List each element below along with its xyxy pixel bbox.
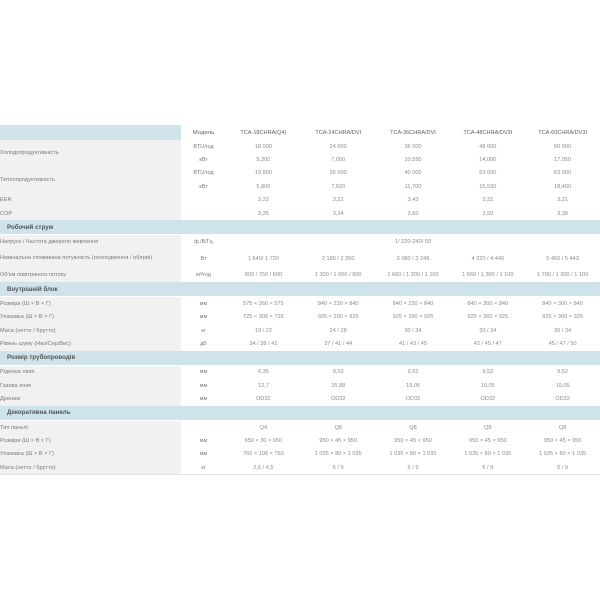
cell-value: 6 / 9 — [376, 461, 451, 475]
cell-value: 5,300 — [226, 153, 301, 166]
cell-value: 1 660 / 1 300 / 1 100 — [450, 269, 525, 282]
header-model-0: TCA-18CHRA(Q4) — [226, 125, 301, 140]
row-label-gas-line: Газова лінія — [0, 379, 181, 392]
cell-value-merged: 1/ 220-240/ 50 — [226, 235, 600, 249]
row-label-cooling-capacity: Холодопродуктивність — [0, 140, 181, 167]
cell-value: 36 000 — [376, 140, 451, 153]
table-row — [0, 249, 600, 269]
table-row — [0, 235, 600, 249]
cell-value: 15,530 — [450, 180, 525, 193]
cell-value: OD32 — [226, 392, 301, 405]
table-row — [0, 461, 600, 475]
cell-value: Q8 — [450, 420, 525, 434]
cell-value: 24 / 28 — [301, 324, 376, 337]
cell-value: 950 × 45 × 950 — [376, 434, 451, 447]
row-label-indoor-dimensions: Розміри (Ш × В × Г) — [0, 297, 181, 311]
header-model-1: TCA-24CHRA/DVI — [301, 125, 376, 140]
cell-value: 9,52 — [525, 365, 600, 379]
section-title: Внутрішній блок — [0, 282, 226, 297]
cell-value: 24 000 — [301, 140, 376, 153]
row-unit: Вт — [181, 249, 226, 269]
cell-value: 9,52 — [450, 365, 525, 379]
cell-value: 18,400 — [525, 180, 600, 193]
row-label-panel-type: Тип панелі — [0, 420, 181, 434]
table-row — [0, 448, 600, 461]
cell-value: 950 × 45 × 950 — [450, 434, 525, 447]
table-row — [0, 420, 600, 434]
cell-value: 7,050 — [301, 153, 376, 166]
row-unit: мм — [181, 379, 226, 392]
cell-value: 18 000 — [226, 140, 301, 153]
cell-value: 53 000 — [450, 167, 525, 180]
cell-value: 925 × 290 × 925 — [301, 311, 376, 324]
row-label-indoor-weight: Маса (нетто / брутто) — [0, 324, 181, 337]
cell-value: 26 000 — [301, 167, 376, 180]
row-label-voltage: Напруга / Частота джерело живлення — [0, 235, 181, 249]
cell-value: 6 / 9 — [301, 461, 376, 475]
cell-value: 1 640/ 1 720 — [226, 249, 301, 269]
cell-value: 840 × 300 × 840 — [450, 297, 525, 311]
cell-value: 34 / 38 / 41 — [226, 337, 301, 350]
cell-value: 3,35 — [226, 207, 301, 220]
cell-value: 1 300 / 1 000 / 900 — [301, 269, 376, 282]
table-row — [0, 365, 600, 379]
cell-value: 1 660 / 1 300 / 1 100 — [376, 269, 451, 282]
section-header-power — [0, 220, 600, 235]
table-row — [0, 207, 600, 220]
cell-value: 1 700 / 1 300 / 1 100 — [525, 269, 600, 282]
cell-value: 925 × 290 × 925 — [376, 311, 451, 324]
section-header-filler — [226, 220, 600, 235]
cell-value: OD32 — [450, 392, 525, 405]
cell-value: 41 / 43 / 45 — [376, 337, 451, 350]
cell-value: 840 × 300 × 840 — [525, 297, 600, 311]
cell-value: 6 / 9 — [450, 461, 525, 475]
table-row — [0, 297, 600, 311]
cell-value: Q8 — [376, 420, 451, 434]
cell-value: 11,700 — [376, 180, 451, 193]
table-row — [0, 379, 600, 392]
cell-value: 17,050 — [525, 153, 600, 166]
cell-value: 7,620 — [301, 180, 376, 193]
cell-value: 3,38 — [525, 207, 600, 220]
row-unit: м³/год — [181, 269, 226, 282]
section-header-filler — [226, 282, 600, 297]
cell-value: 3,34 — [301, 207, 376, 220]
cell-value: 40 000 — [376, 167, 451, 180]
cell-value: 6 / 9 — [525, 461, 600, 475]
header-spacer — [0, 125, 181, 140]
cell-value: 9,52 — [376, 365, 451, 379]
cell-value: 19,05 — [376, 379, 451, 392]
row-label-airflow: Об'єм повітряного потоку — [0, 269, 181, 282]
cell-value: 30 / 34 — [525, 324, 600, 337]
row-unit: мм — [181, 448, 226, 461]
cell-value: OD32 — [301, 392, 376, 405]
row-unit: кг — [181, 324, 226, 337]
table-row — [0, 140, 600, 153]
row-unit — [181, 194, 226, 207]
row-unit: мм — [181, 392, 226, 405]
cell-value: 925 × 360 × 925 — [450, 311, 525, 324]
cell-value: 3,43 — [376, 194, 451, 207]
row-label-panel-packaging: Упаковка (Ш × В × Г) — [0, 448, 181, 461]
cell-value: 9,52 — [301, 365, 376, 379]
cell-value: 30 / 34 — [376, 324, 451, 337]
row-unit: дБ — [181, 337, 226, 350]
section-header-indoor-unit — [0, 282, 600, 297]
row-unit — [181, 420, 226, 434]
cell-value: 760 × 100 × 760 — [226, 448, 301, 461]
row-unit: мм — [181, 434, 226, 447]
cell-value: OD32 — [525, 392, 600, 405]
row-label-indoor-packaging: Упаковка (Ш × В × Г) — [0, 311, 181, 324]
cell-value: 19 800 — [226, 167, 301, 180]
cell-value: 950 × 45 × 950 — [525, 434, 600, 447]
section-title: Декоративна панель — [0, 406, 226, 421]
cell-value: 19,05 — [525, 379, 600, 392]
cell-value: 950 × 45 × 950 — [301, 434, 376, 447]
cell-value: 2,5 / 4,5 — [226, 461, 301, 475]
row-unit: кг — [181, 461, 226, 475]
row-label-panel-weight: Маса (нетто / брутто) — [0, 461, 181, 475]
header-model-2: TCA-36CHRA/DVI — [376, 125, 451, 140]
row-unit: мм — [181, 365, 226, 379]
cell-value: 63 000 — [525, 167, 600, 180]
header-model-4: TCA-60CHRA/DV3I — [525, 125, 600, 140]
cell-value: 800 / 750 / 600 — [226, 269, 301, 282]
section-header-pipes — [0, 351, 600, 366]
row-label-panel-dimensions: Розміри (Ш × В × Г) — [0, 434, 181, 447]
cell-value: OD32 — [376, 392, 451, 405]
table-row — [0, 311, 600, 324]
section-title: Робочий струм — [0, 220, 226, 235]
cell-value: 1 035 × 80 × 1 035 — [450, 448, 525, 461]
cell-value: 1 035 × 80 × 1 035 — [525, 448, 600, 461]
cell-value: 3 080 / 3 248 — [376, 249, 451, 269]
cell-value: 1 035 × 80 × 1 035 — [301, 448, 376, 461]
cell-value: 19,05 — [450, 379, 525, 392]
header-model-label: Модель — [181, 125, 226, 140]
cell-value: 5 450 / 5 443 — [525, 249, 600, 269]
cell-value: 3,22 — [226, 194, 301, 207]
cell-value: 925 × 360 × 925 — [525, 311, 600, 324]
cell-value: 48 000 — [450, 140, 525, 153]
row-label-rated-power: Номінальна споживана потужність (охолодження / обігрів) — [0, 249, 181, 269]
cell-value: 650 × 30 × 650 — [226, 434, 301, 447]
section-header-decorative-panel — [0, 406, 600, 421]
table-row — [0, 337, 600, 350]
table-header-row — [0, 125, 600, 140]
cell-value: 4 220 / 4 440 — [450, 249, 525, 269]
cell-value: 6,35 — [226, 365, 301, 379]
cell-value: 840 × 230 × 840 — [301, 297, 376, 311]
cell-value: 3,32 — [450, 194, 525, 207]
table-row — [0, 194, 600, 207]
row-unit: ф./В/Гц — [181, 235, 226, 249]
cell-value: Q8 — [525, 420, 600, 434]
row-label-noise-level: Рівень шуму (Низ/Сер/Вис) — [0, 337, 181, 350]
cell-value: 60 000 — [525, 140, 600, 153]
specification-table — [0, 125, 600, 475]
cell-value: 5,800 — [226, 180, 301, 193]
row-unit: кВт — [181, 180, 226, 193]
table-row — [0, 269, 600, 282]
section-header-filler — [226, 351, 600, 366]
row-unit: BTU/год — [181, 167, 226, 180]
row-label-eer: EER — [0, 194, 181, 207]
cell-value: 3,60 — [376, 207, 451, 220]
table-row — [0, 392, 600, 405]
cell-value: 19 / 22 — [226, 324, 301, 337]
cell-value: 575 × 260 × 575 — [226, 297, 301, 311]
row-unit: BTU/год — [181, 140, 226, 153]
specification-table-container — [0, 125, 600, 475]
row-unit: кВт — [181, 153, 226, 166]
table-row — [0, 324, 600, 337]
cell-value: 3,50 — [450, 207, 525, 220]
cell-value: 12,7 — [226, 379, 301, 392]
section-header-filler — [226, 406, 600, 421]
row-unit: мм — [181, 297, 226, 311]
cell-value: 15,88 — [301, 379, 376, 392]
cell-value: 2 180 / 2 350 — [301, 249, 376, 269]
row-label-heating-capacity: Теплопродуктивність — [0, 167, 181, 194]
header-model-3: TCA-48CHRA/DV3I — [450, 125, 525, 140]
row-label-drainage: Дренаж — [0, 392, 181, 405]
row-unit — [181, 207, 226, 220]
cell-value: 840 × 230 × 840 — [376, 297, 451, 311]
row-label-liquid-line: Рідинна лінія — [0, 365, 181, 379]
row-label-cop: COP — [0, 207, 181, 220]
cell-value: 3,22 — [301, 194, 376, 207]
table-row — [0, 167, 600, 180]
section-title: Розмір трубопроводів — [0, 351, 226, 366]
row-unit: мм — [181, 311, 226, 324]
cell-value: 3,21 — [525, 194, 600, 207]
cell-value: 725 × 300 × 725 — [226, 311, 301, 324]
cell-value: 45 / 47 / 50 — [525, 337, 600, 350]
cell-value: 1 035 × 80 × 1 035 — [376, 448, 451, 461]
cell-value: 37 / 41 / 44 — [301, 337, 376, 350]
table-row — [0, 434, 600, 447]
cell-value: Q4 — [226, 420, 301, 434]
cell-value: 42 / 45 / 47 — [450, 337, 525, 350]
cell-value: Q8 — [301, 420, 376, 434]
cell-value: 10,550 — [376, 153, 451, 166]
cell-value: 30 / 34 — [450, 324, 525, 337]
cell-value: 14,000 — [450, 153, 525, 166]
